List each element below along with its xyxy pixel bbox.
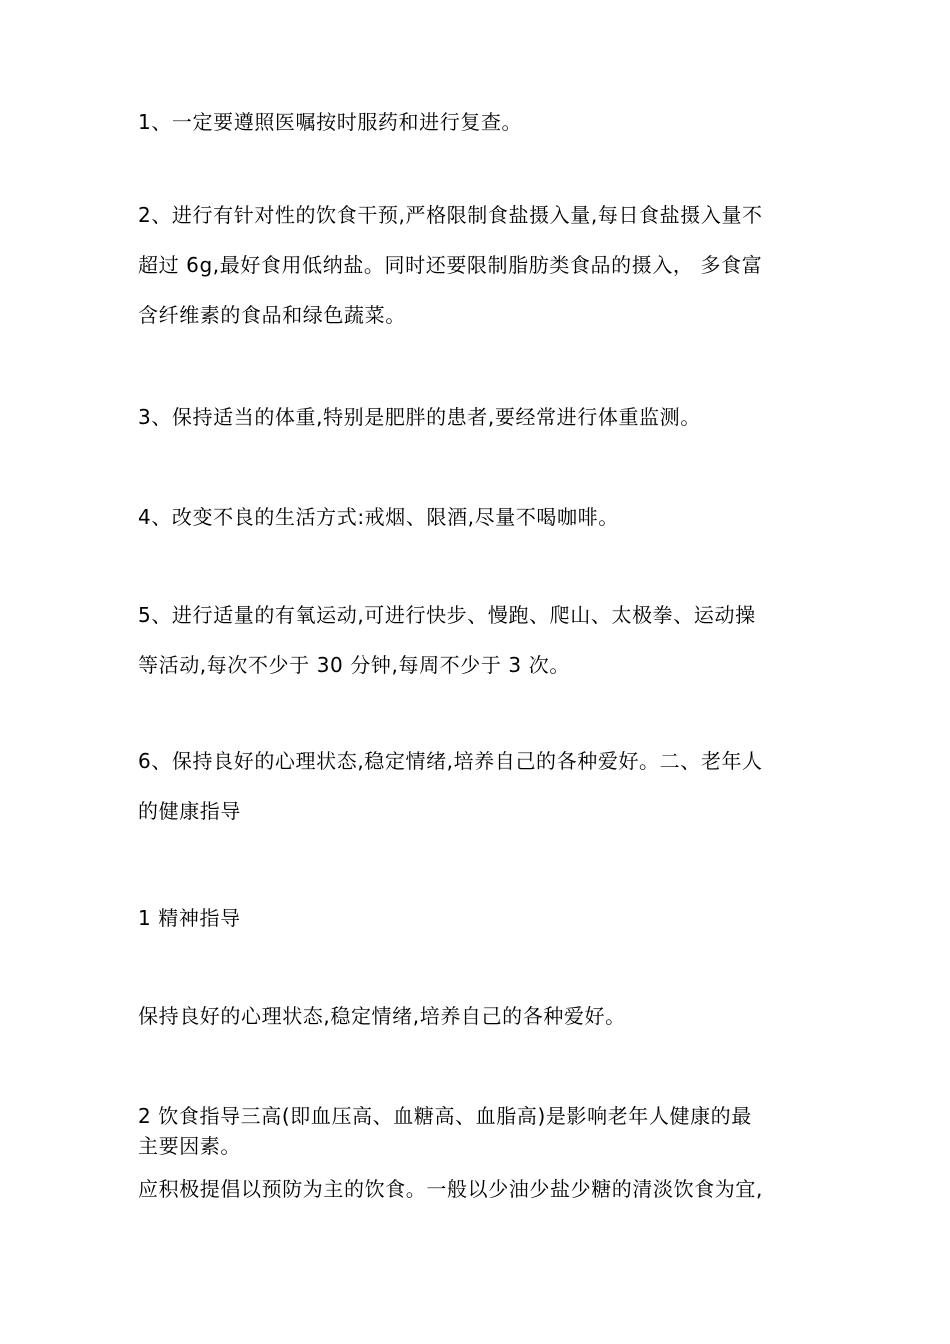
paragraph-line: 应积极提倡以预防为主的饮食。一般以少油少盐少糖的清淡饮食为宜,: [138, 1177, 763, 1201]
paragraph-line: 含纤维素的食品和绿色蔬菜。: [138, 303, 406, 327]
paragraph-line: 6、保持良好的心理状态,稳定情绪,培养自己的各种爱好。二、老年人: [138, 749, 763, 773]
paragraph-5: [138, 590, 828, 690]
paragraph-line: 1 精神指导: [138, 906, 241, 930]
paragraph-6: [138, 736, 828, 836]
paragraph-line: 等活动,每次不少于 30 分钟,每周不少于 3 次。: [138, 653, 570, 677]
paragraph-line: 1、一定要遵照医嘱按时服药和进行复查。: [138, 110, 523, 134]
paragraph-line: 5、进行适量的有氧运动,可进行快步、慢跑、爬山、太极拳、运动操: [138, 603, 756, 627]
paragraph-3: [138, 392, 828, 442]
paragraph-line: 3、保持适当的体重,特别是肥胖的患者,要经常进行体重监测。: [138, 405, 701, 429]
paragraph-8: [138, 991, 828, 1041]
paragraph-line: 主要因素。: [138, 1134, 241, 1158]
section-heading-spiritual-guidance: [138, 893, 828, 943]
paragraph-2: [138, 190, 828, 340]
section-heading-diet-guidance: [138, 1101, 828, 1161]
paragraph-1: [138, 97, 828, 147]
paragraph-line: 4、改变不良的生活方式:戒烟、限酒,尽量不喝咖啡。: [138, 505, 619, 529]
paragraph-line: 超过 6g,最好食用低纳盐。同时还要限制脂肪类食品的摄入， 多食富: [138, 253, 763, 277]
paragraph-4: [138, 492, 828, 542]
paragraph-line: 2 饮食指导三高(即血压高、血糖高、血脂高)是影响老年人健康的最: [138, 1104, 752, 1128]
paragraph-line: 的健康指导: [138, 799, 241, 823]
paragraph-line: 保持良好的心理状态,稳定情绪,培养自己的各种爱好。: [138, 1004, 626, 1028]
paragraph-10: [138, 1174, 828, 1204]
paragraph-line: 2、进行有针对性的饮食干预,严格限制食盐摄入量,每日食盐摄入量不: [138, 203, 763, 227]
